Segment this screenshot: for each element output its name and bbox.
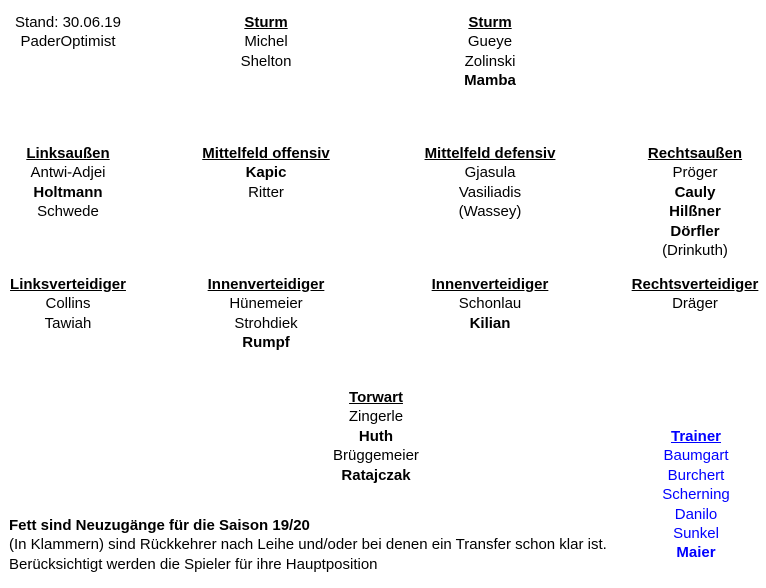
player-name: Dörfler [670, 222, 720, 240]
position-title: Mittelfeld defensiv [424, 145, 556, 162]
player-name: Ritter [248, 183, 284, 201]
player-name: Dräger [672, 295, 718, 313]
player-name: (Wassey) [458, 203, 522, 221]
footnotes [9, 516, 649, 574]
position-group-innenverteidiger-left [186, 275, 346, 353]
player-name: Maier [676, 544, 716, 562]
position-title: Rechtsaußen [647, 145, 743, 162]
position-group-mittelfeld-offensiv [186, 144, 346, 202]
position-title: Linksaußen [26, 145, 110, 162]
player-name: Pröger [672, 164, 718, 182]
player-name: Shelton [240, 52, 292, 70]
player-name: Ratajczak [341, 466, 411, 484]
player-name: Antwi-Adjei [30, 164, 106, 182]
position-group-linksverteidiger [0, 275, 136, 333]
player-name: Hilßner [669, 203, 721, 221]
player-name: Schwede [37, 203, 99, 221]
position-title: Innenverteidiger [431, 276, 549, 293]
player-name: Sunkel [673, 525, 719, 543]
player-name: Zolinski [464, 52, 516, 70]
player-name: (Drinkuth) [662, 242, 728, 260]
player-list [410, 294, 570, 333]
footnote-new-signings: Fett sind Neuzugänge für die Saison 19/20 [9, 517, 310, 534]
meta-block [0, 13, 136, 52]
position-title: Linksverteidiger [10, 276, 126, 293]
player-name: Hünemeier [229, 295, 303, 313]
position-title: Trainer [670, 428, 722, 445]
footnote-main-position: Berücksichtigt werden die Spieler für ihre Hauptposition [9, 555, 378, 573]
player-name: Mamba [464, 72, 516, 90]
source-name: PaderOptimist [20, 33, 116, 51]
player-name: Holtmann [33, 183, 103, 201]
player-list [0, 294, 136, 333]
player-list [615, 163, 766, 260]
player-list [615, 294, 766, 313]
player-name: Kilian [469, 314, 511, 332]
position-title: Torwart [349, 389, 403, 406]
position-group-sturm-right [410, 13, 570, 91]
player-name: Cauly [674, 183, 716, 201]
player-list [410, 163, 570, 221]
player-name: Schonlau [458, 295, 522, 313]
player-name: Rumpf [242, 334, 290, 352]
position-group-torwart [296, 388, 456, 485]
position-title: Sturm [244, 14, 288, 31]
player-name: Tawiah [44, 314, 92, 332]
player-list [186, 32, 346, 71]
position-group-innenverteidiger-right [410, 275, 570, 333]
position-title: Rechtsverteidiger [631, 276, 759, 293]
player-name: Scherning [662, 486, 730, 504]
position-group-rechtsaussen [615, 144, 766, 260]
player-name: Huth [358, 427, 394, 445]
player-list [296, 407, 456, 485]
position-title: Mittelfeld offensiv [202, 145, 330, 162]
player-list [0, 163, 136, 221]
player-list [186, 294, 346, 352]
player-name: Burchert [667, 466, 725, 484]
player-name: Collins [45, 295, 91, 313]
player-name: Vasiliadis [458, 183, 522, 201]
position-group-linksaussen [0, 144, 136, 222]
player-name: Michel [244, 33, 288, 51]
position-group-rechtsverteidiger [615, 275, 766, 314]
footnote-brackets: (In Klammern) sind Rückkehrer nach Leihe und/oder bei denen ein Transfer schon klar ist. [9, 536, 607, 554]
player-name: Zingerle [348, 408, 404, 426]
player-name: Brüggemeier [333, 447, 419, 465]
player-list [410, 32, 570, 90]
position-title: Sturm [468, 14, 512, 31]
player-name: Baumgart [663, 447, 729, 465]
player-name: Gueye [467, 33, 513, 51]
position-group-sturm-left [186, 13, 346, 71]
stand-date: Stand: 30.06.19 [15, 14, 121, 31]
position-group-mittelfeld-defensiv [410, 144, 570, 222]
player-name: Gjasula [464, 164, 516, 182]
position-title: Innenverteidiger [207, 276, 325, 293]
player-list [186, 163, 346, 202]
player-name: Strohdiek [234, 314, 298, 332]
player-name: Kapic [245, 164, 287, 182]
player-name: Danilo [674, 505, 718, 523]
